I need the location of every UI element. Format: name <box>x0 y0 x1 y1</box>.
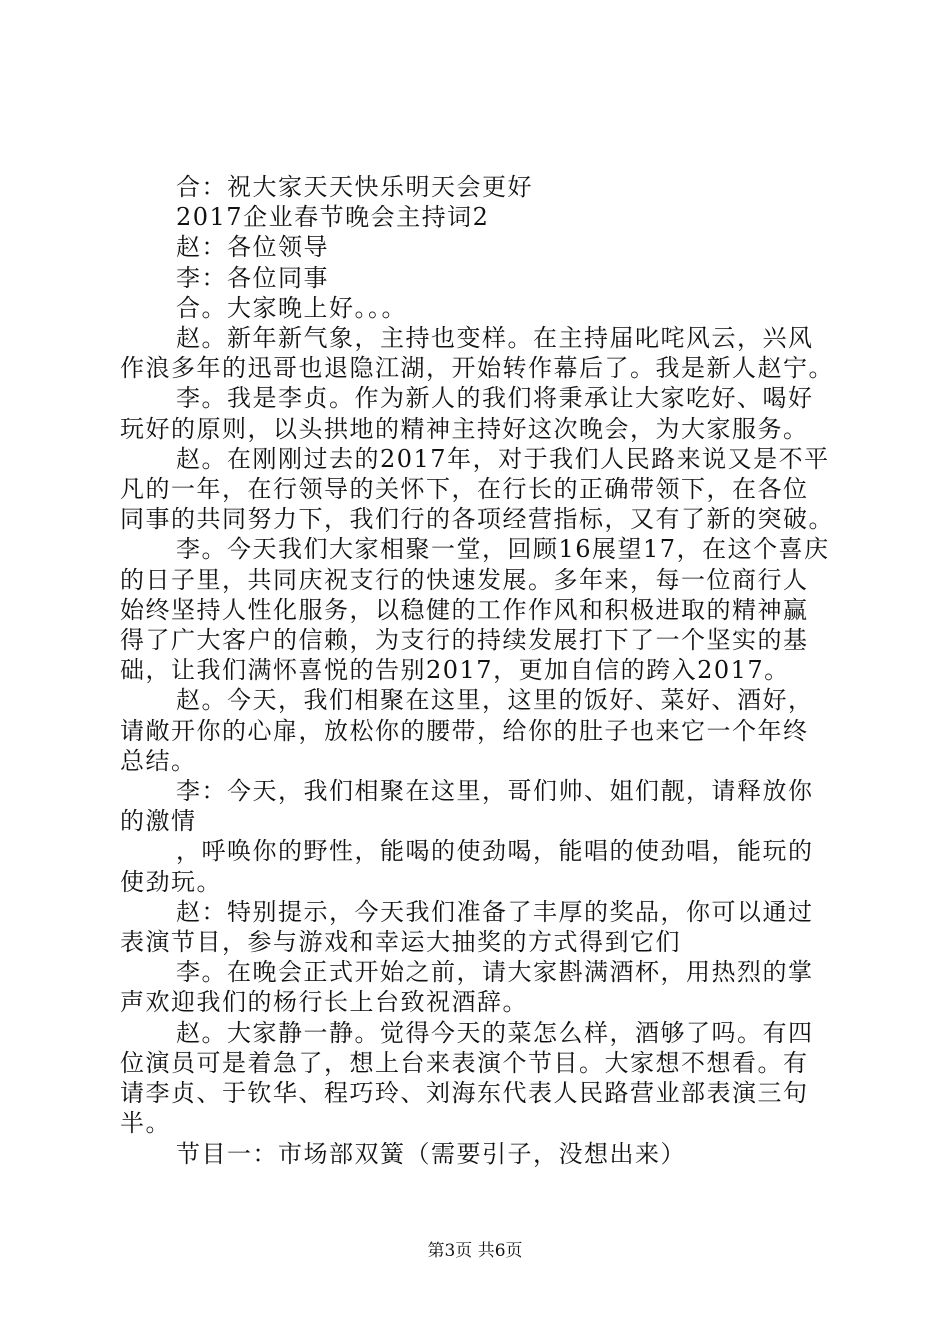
text-line: 使劲玩。 <box>120 867 222 896</box>
text-line: 的日子里，共同庆祝支行的快速发展。多年来，每一位商行人 <box>120 565 809 594</box>
text-line: 合：祝大家天天快乐明天会更好 <box>176 173 533 201</box>
text-line: 总结。 <box>120 746 197 775</box>
text-line: 玩好的原则，以头拱地的精神主持好这次晚会，为大家服务。 <box>120 414 809 443</box>
text-line: 李：各位同事 <box>176 263 329 292</box>
text-line: 节目一：市场部双簧（需要引子，没想出来） <box>176 1139 686 1168</box>
text-line: 李。今天我们大家相聚一堂，回顾16展望17，在这个喜庆 <box>176 535 830 564</box>
text-line: 同事的共同努力下，我们行的各项经营指标，又有了新的突破。 <box>120 505 834 534</box>
text-line: 的激情 <box>120 807 197 836</box>
text-line: 李。在晚会正式开始之前，请大家斟满酒杯，用热烈的掌 <box>176 958 814 987</box>
text-line: 赵。大家静一静。觉得今天的菜怎么样，酒够了吗。有四 <box>176 1018 814 1047</box>
page-number: 第3页 共6页 <box>427 1241 523 1261</box>
text-line: 始终坚持人性化服务，以稳健的工作作风和积极进取的精神赢 <box>120 595 809 624</box>
text-line: 赵。在刚刚过去的2017年，对于我们人民路来说又是不平 <box>176 444 830 473</box>
text-line: 请李贞、于钦华、程巧玲、刘海东代表人民路营业部表演三句 <box>120 1079 809 1108</box>
text-line: 凡的一年，在行领导的关怀下，在行长的正确带领下，在各位 <box>120 475 809 504</box>
text-line: 请敞开你的心扉，放松你的腰带，给你的肚子也来它一个年终 <box>120 716 809 745</box>
text-line: 赵。新年新气象，主持也变样。在主持届叱咤风云，兴风 <box>176 324 814 353</box>
text-line: 赵。今天，我们相聚在这里，这里的饭好、菜好、酒好， <box>176 686 814 715</box>
text-line: 声欢迎我们的杨行长上台致祝酒辞。 <box>120 988 528 1017</box>
text-line: 李：今天，我们相聚在这里，哥们帅、姐们靓，请释放你 <box>176 777 814 806</box>
text-line: 半。 <box>120 1109 171 1138</box>
text-line: 位演员可是着急了，想上台来表演个节目。大家想不想看。有 <box>120 1048 809 1077</box>
text-line: 得了广大客户的信赖，为支行的持续发展打下了一个坚实的基 <box>120 626 809 655</box>
text-line: 李。我是李贞。作为新人的我们将秉承让大家吃好、喝好 <box>176 384 814 413</box>
text-line: 础，让我们满怀喜悦的告别2017，更加自信的跨入2017。 <box>120 656 790 685</box>
text-line: 赵：特别提示，今天我们准备了丰厚的奖品，你可以通过 <box>176 897 814 926</box>
text-line: 表演节目，参与游戏和幸运大抽奖的方式得到它们 <box>120 928 681 957</box>
text-line: 作浪多年的迅哥也退隐江湖，开始转作幕后了。我是新人赵宁。 <box>120 354 834 383</box>
text-line: 合。大家晚上好。。。 <box>176 293 407 322</box>
text-line: ，呼唤你的野性，能喝的使劲喝，能唱的使劲唱，能玩的 <box>176 837 814 866</box>
document-body <box>120 172 832 1169</box>
section-heading: 2017企业春节晚会主持词2 <box>176 203 490 232</box>
text-line: 赵：各位领导 <box>176 233 329 262</box>
